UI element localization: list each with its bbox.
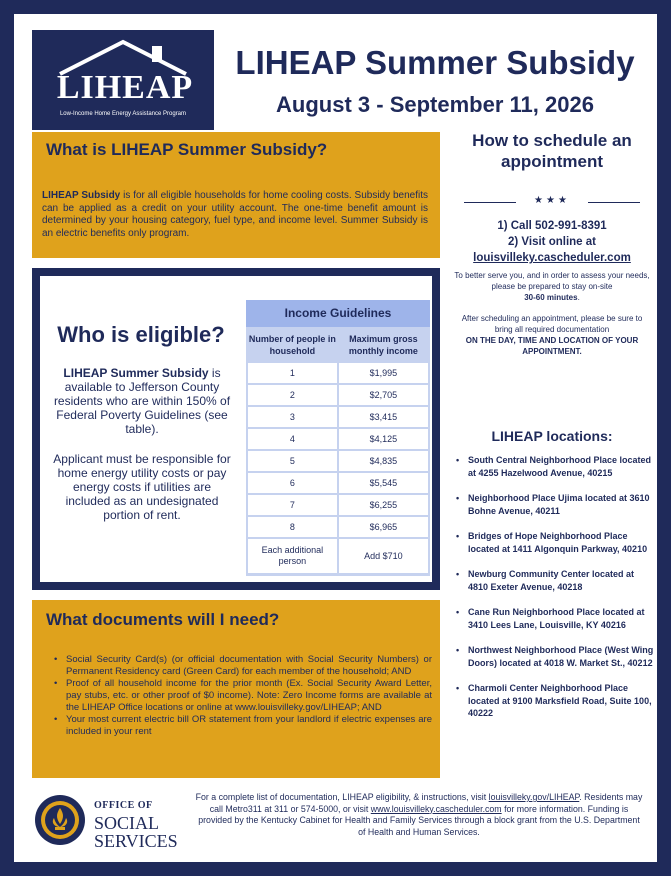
- list-item: • Northwest Neighborhood Place (West Wing Doors) located at 4018 W. Market St., 40212: [456, 644, 656, 669]
- what-is-body: [42, 190, 428, 240]
- documents-section: [32, 600, 440, 778]
- cell-people: 3: [248, 407, 337, 427]
- cell-income: $5,545: [339, 473, 428, 493]
- col-header-people: Number of people in household: [248, 329, 337, 361]
- table-row: [248, 517, 428, 537]
- income-table: [246, 327, 430, 575]
- documents-heading: What documents will I need?: [46, 610, 280, 629]
- logo-wordmark: LIHEAP: [56, 69, 194, 106]
- list-item: • Neighborhood Place Ujima located at 3610 Bohne Avenue, 40211: [456, 492, 656, 517]
- income-table-title: Income Guidelines: [246, 300, 430, 327]
- date-range: August 3 - September 11, 2026: [276, 92, 594, 117]
- cell-people: 6: [248, 473, 337, 493]
- appointment-text: ON THE DAY, TIME AND LOCATION OF YOUR APPOINTMENT.: [465, 336, 639, 356]
- louisville-seal-icon: [34, 794, 86, 846]
- cell-income: $2,705: [339, 385, 428, 405]
- cell-income: Add $710: [339, 539, 428, 573]
- table-row: [248, 539, 428, 573]
- logo-tagline: Low-Income Home Energy Assistance Program: [59, 111, 187, 117]
- list-item: • South Central Neighborhood Place located at 4255 Hazelwood Avenue, 40215: [456, 454, 656, 479]
- flyer: [14, 14, 657, 862]
- cell-income: $1,995: [339, 363, 428, 383]
- footer-text: [194, 792, 644, 838]
- star-divider: [464, 195, 640, 208]
- locations-heading: LIHEAP locations:: [491, 428, 613, 444]
- page-title: LIHEAP Summer Subsidy: [235, 44, 635, 81]
- eligibility-lead: LIHEAP Summer Subsidy: [63, 366, 209, 380]
- eligibility-panel: [40, 276, 432, 582]
- table-row: [248, 429, 428, 449]
- liheap-logo: [32, 30, 214, 130]
- schedule-heading: How to schedule an appointment: [472, 131, 632, 171]
- list-item: • Newburg Community Center located at 4810 Exeter Avenue, 40218: [456, 568, 656, 593]
- footer-text-c: for more information. Funding is provided by the Kentucky Cabinet for Health and Family Services through a block grant from the U.S. Department of Health and Human Services.: [198, 803, 640, 837]
- cell-people: Each additional person: [248, 539, 337, 573]
- responsibility-text: Applicant must be responsible for home energy utility costs or pay energy costs if utilities are included as an undesignated portion of rent.: [53, 452, 231, 522]
- call-step[interactable]: 1) Call 502-991-8391: [497, 220, 607, 232]
- cell-income: $4,835: [339, 451, 428, 471]
- footer-text-a: For a complete list of documentation, LIHEAP eligibility, & instructions, visit: [195, 792, 489, 802]
- list-item: • Your most current electric bill OR statement from your landlord if electric expenses are included in your rent: [54, 714, 432, 738]
- list-item: • Social Security Card(s) (or official documentation with Social Security Numbers) or Permanent Residency card (Green Card) for each member of the household; AND: [54, 654, 432, 678]
- locations-list: [456, 454, 656, 733]
- table-row: [248, 451, 428, 471]
- list-item: • Proof of all household income for the prior month (Ex. Social Security Award Letter, pay stubs, etc. or other proof of $0 income). Note: Zero Income forms are available at the LIHEAP Office locations or online at www.louisvilleky.gov/LIHEAP; AND: [54, 678, 432, 714]
- duration-note: 30-60 minutes.: [524, 293, 580, 302]
- cell-people: 7: [248, 495, 337, 515]
- table-row: [248, 407, 428, 427]
- schedule-steps: [446, 218, 658, 266]
- cell-income: $4,125: [339, 429, 428, 449]
- cell-people: 5: [248, 451, 337, 471]
- eligibility-text: [50, 366, 234, 436]
- cell-income: $3,415: [339, 407, 428, 427]
- eligibility-heading: Who is eligible?: [57, 322, 225, 347]
- what-is-lead: LIHEAP Subsidy: [42, 190, 121, 201]
- schedule-notes: [452, 270, 652, 357]
- cell-people: 2: [248, 385, 337, 405]
- documents-list: [54, 654, 432, 738]
- cell-people: 8: [248, 517, 337, 537]
- scheduler-link[interactable]: louisvilleky.cascheduler.com: [473, 252, 631, 264]
- cell-people: 4: [248, 429, 337, 449]
- stars-icon: ★★★: [534, 195, 570, 206]
- office-of-label: OFFICE OF: [94, 800, 153, 811]
- list-item: • Bridges of Hope Neighborhood Place located at 1411 Algonquin Parkway, 40210: [456, 530, 656, 555]
- cell-income: $6,965: [339, 517, 428, 537]
- what-is-heading: What is LIHEAP Summer Subsidy?: [46, 140, 328, 159]
- duration-text: 30-60 minutes: [524, 293, 578, 302]
- table-row: [248, 473, 428, 493]
- table-row: [248, 385, 428, 405]
- appointment-note: [452, 335, 652, 357]
- divider-line: [588, 202, 640, 203]
- what-is-text: is for all eligible households for home cooling costs. Subsidy benefits can be applied as a credit on your utility account. The one-time benefit amount is determined by your housing category, fuel type, and income level. Summer Subsidy is an electric benefits only program.: [42, 190, 428, 239]
- table-row: [248, 363, 428, 383]
- social-services-label: SOCIAL SERVICES: [94, 813, 178, 851]
- cell-people: 1: [248, 363, 337, 383]
- col-header-income: Maximum gross monthly income: [339, 329, 428, 361]
- footer-text-b: . Residents may call Metro311 at 311 or 574-5000, or visit: [209, 792, 643, 814]
- table-row: [248, 495, 428, 515]
- visit-step: 2) Visit online at: [508, 236, 596, 248]
- eligibility-section: [32, 268, 440, 590]
- what-is-section: [32, 132, 440, 258]
- cell-income: $6,255: [339, 495, 428, 515]
- liheap-link[interactable]: louisvilleky.gov/LIHEAP: [488, 792, 580, 802]
- cascheduler-link[interactable]: www.louisvilleky.cascheduler.com: [370, 803, 502, 814]
- list-item: • Charmoli Center Neighborhood Place located at 9100 Marksfield Road, Suite 100, 40222: [456, 682, 656, 720]
- income-guidelines-table: [246, 300, 430, 576]
- list-item: • Cane Run Neighborhood Place located at 3410 Lees Lane, Louisville, KY 40216: [456, 606, 656, 631]
- table-header-row: [248, 329, 428, 361]
- stay-note: To better serve you, and in order to assess your needs, please be prepared to stay on-site: [454, 271, 650, 291]
- eligibility-criteria: is available to Jefferson County residents who are within 150% of Federal Poverty Guidelines (see table).: [53, 366, 231, 436]
- bring-docs-note: After scheduling an appointment, please be sure to bring all required documentation: [461, 314, 643, 334]
- divider-line: [464, 202, 516, 203]
